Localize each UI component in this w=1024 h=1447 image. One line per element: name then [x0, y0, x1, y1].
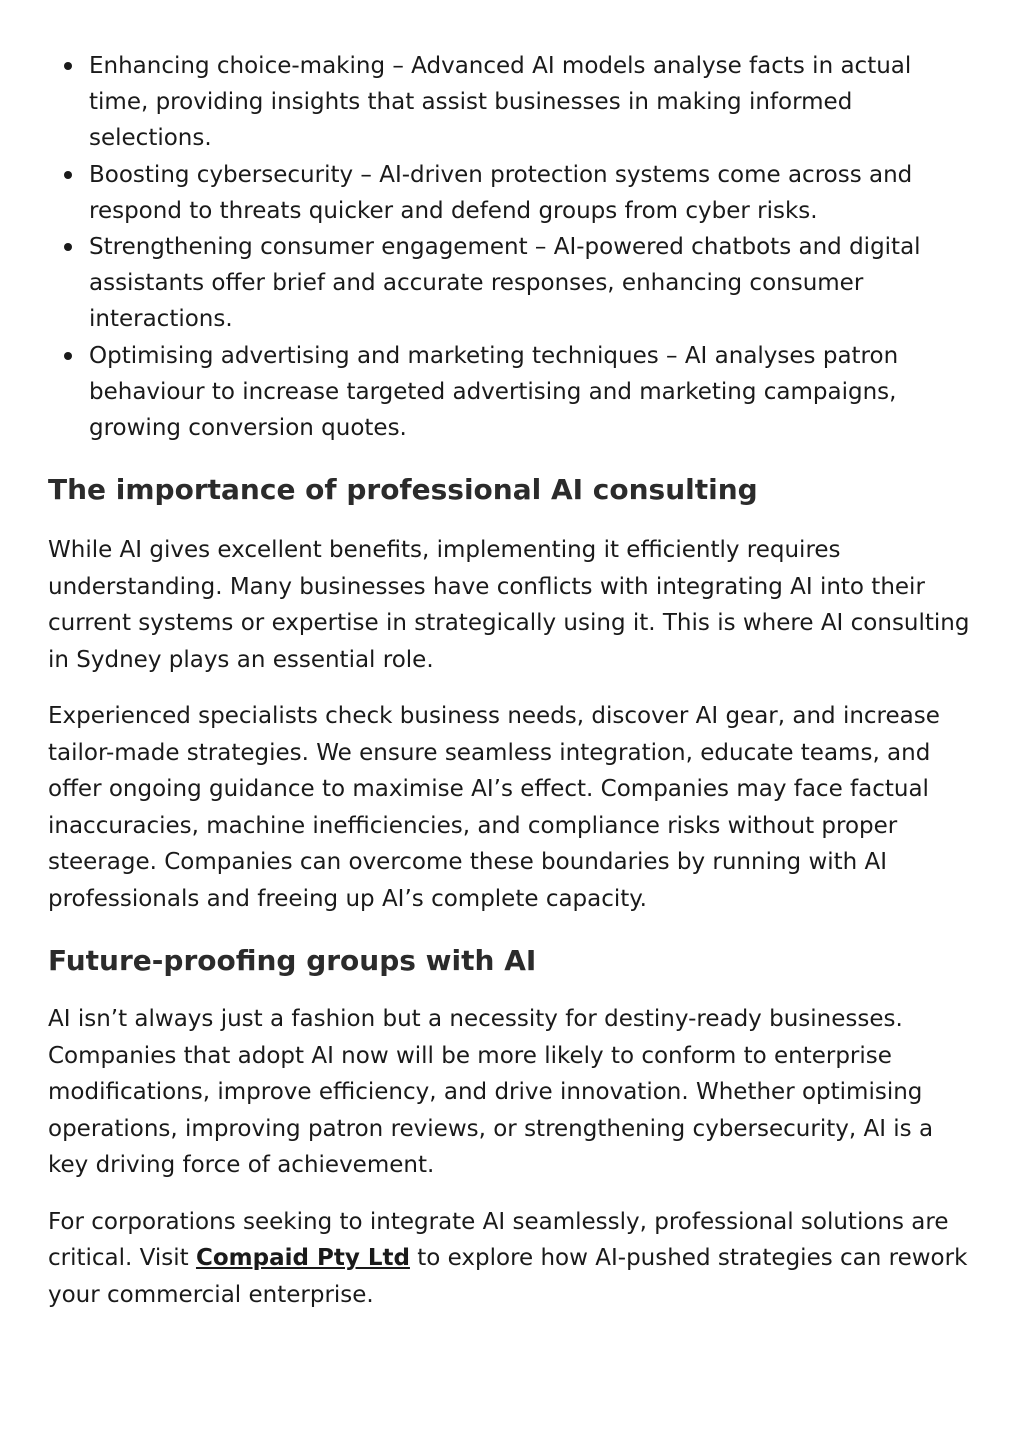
list-item-text: Enhancing choice-making – Advanced AI models analyse facts in actual time, providing insights that assist businesses in making informed selections. — [89, 53, 912, 152]
compaid-link[interactable]: Compaid Pty Ltd — [195, 1245, 410, 1272]
list-item-text: Boosting cybersecurity – AI-driven protection systems come across and respond to threats quicker and defend groups from cyber risks. — [89, 161, 913, 224]
bullet-icon — [64, 62, 72, 70]
list-item — [89, 157, 976, 229]
list-item-text: Optimising advertising and marketing techniques – AI analyses patron behaviour to increase targeted advertising and marketing campaigns, growing conversion quotes. — [89, 342, 899, 442]
list-item — [89, 229, 976, 338]
bullet-icon — [64, 243, 72, 251]
list-item — [89, 48, 976, 157]
bullet-icon — [64, 171, 72, 179]
closing-paragraph — [48, 1204, 976, 1314]
paragraph: Experienced specialists check business needs, discover AI gear, and increase tailor-made strategies. We ensure seamless integration, educate teams, and offer ongoing guidance to maximise AI’s effect. Companies may face factual inaccuracies, machine inefficiencies, and compliance risks without proper steerage. Companies can overcome these boundaries by running with AI professionals and freeing up AI’s complete capacity. — [48, 703, 940, 912]
benefits-list — [48, 48, 976, 446]
closing-text-before-link: For corporations seeking to integrate AI seamlessly, professional solutions are critical. Visit — [48, 1208, 949, 1272]
bullet-icon — [64, 352, 72, 360]
section-heading-importance: The importance of professional AI consulting — [48, 473, 758, 507]
closing-text-after-link: to explore how AI-pushed strategies can rework your commercial enterprise. — [48, 1245, 968, 1308]
list-item — [89, 338, 976, 447]
list-item-text: Strengthening consumer engagement – AI-powered chatbots and digital assistants offer brief and accurate responses, enhancing consumer interactions. — [89, 234, 921, 333]
paragraph: While AI gives excellent benefits, implementing it efficiently requires understanding. Many businesses have conflicts with integrating AI into their current systems or expertise in strategically using it. This is where AI consulting in Sydney plays an essential role. — [48, 537, 970, 673]
section-heading-future-proofing: Future-proofing groups with AI — [48, 944, 537, 978]
paragraph: AI isn’t always just a fashion but a necessity for destiny-ready businesses. Companies that adopt AI now will be more likely to conform to enterprise modifications, improve efficiency, and drive innovation. Whether optimising operations, improving patron reviews, or strengthening cybersecurity, AI is a key driving force of achievement. — [48, 1006, 934, 1179]
